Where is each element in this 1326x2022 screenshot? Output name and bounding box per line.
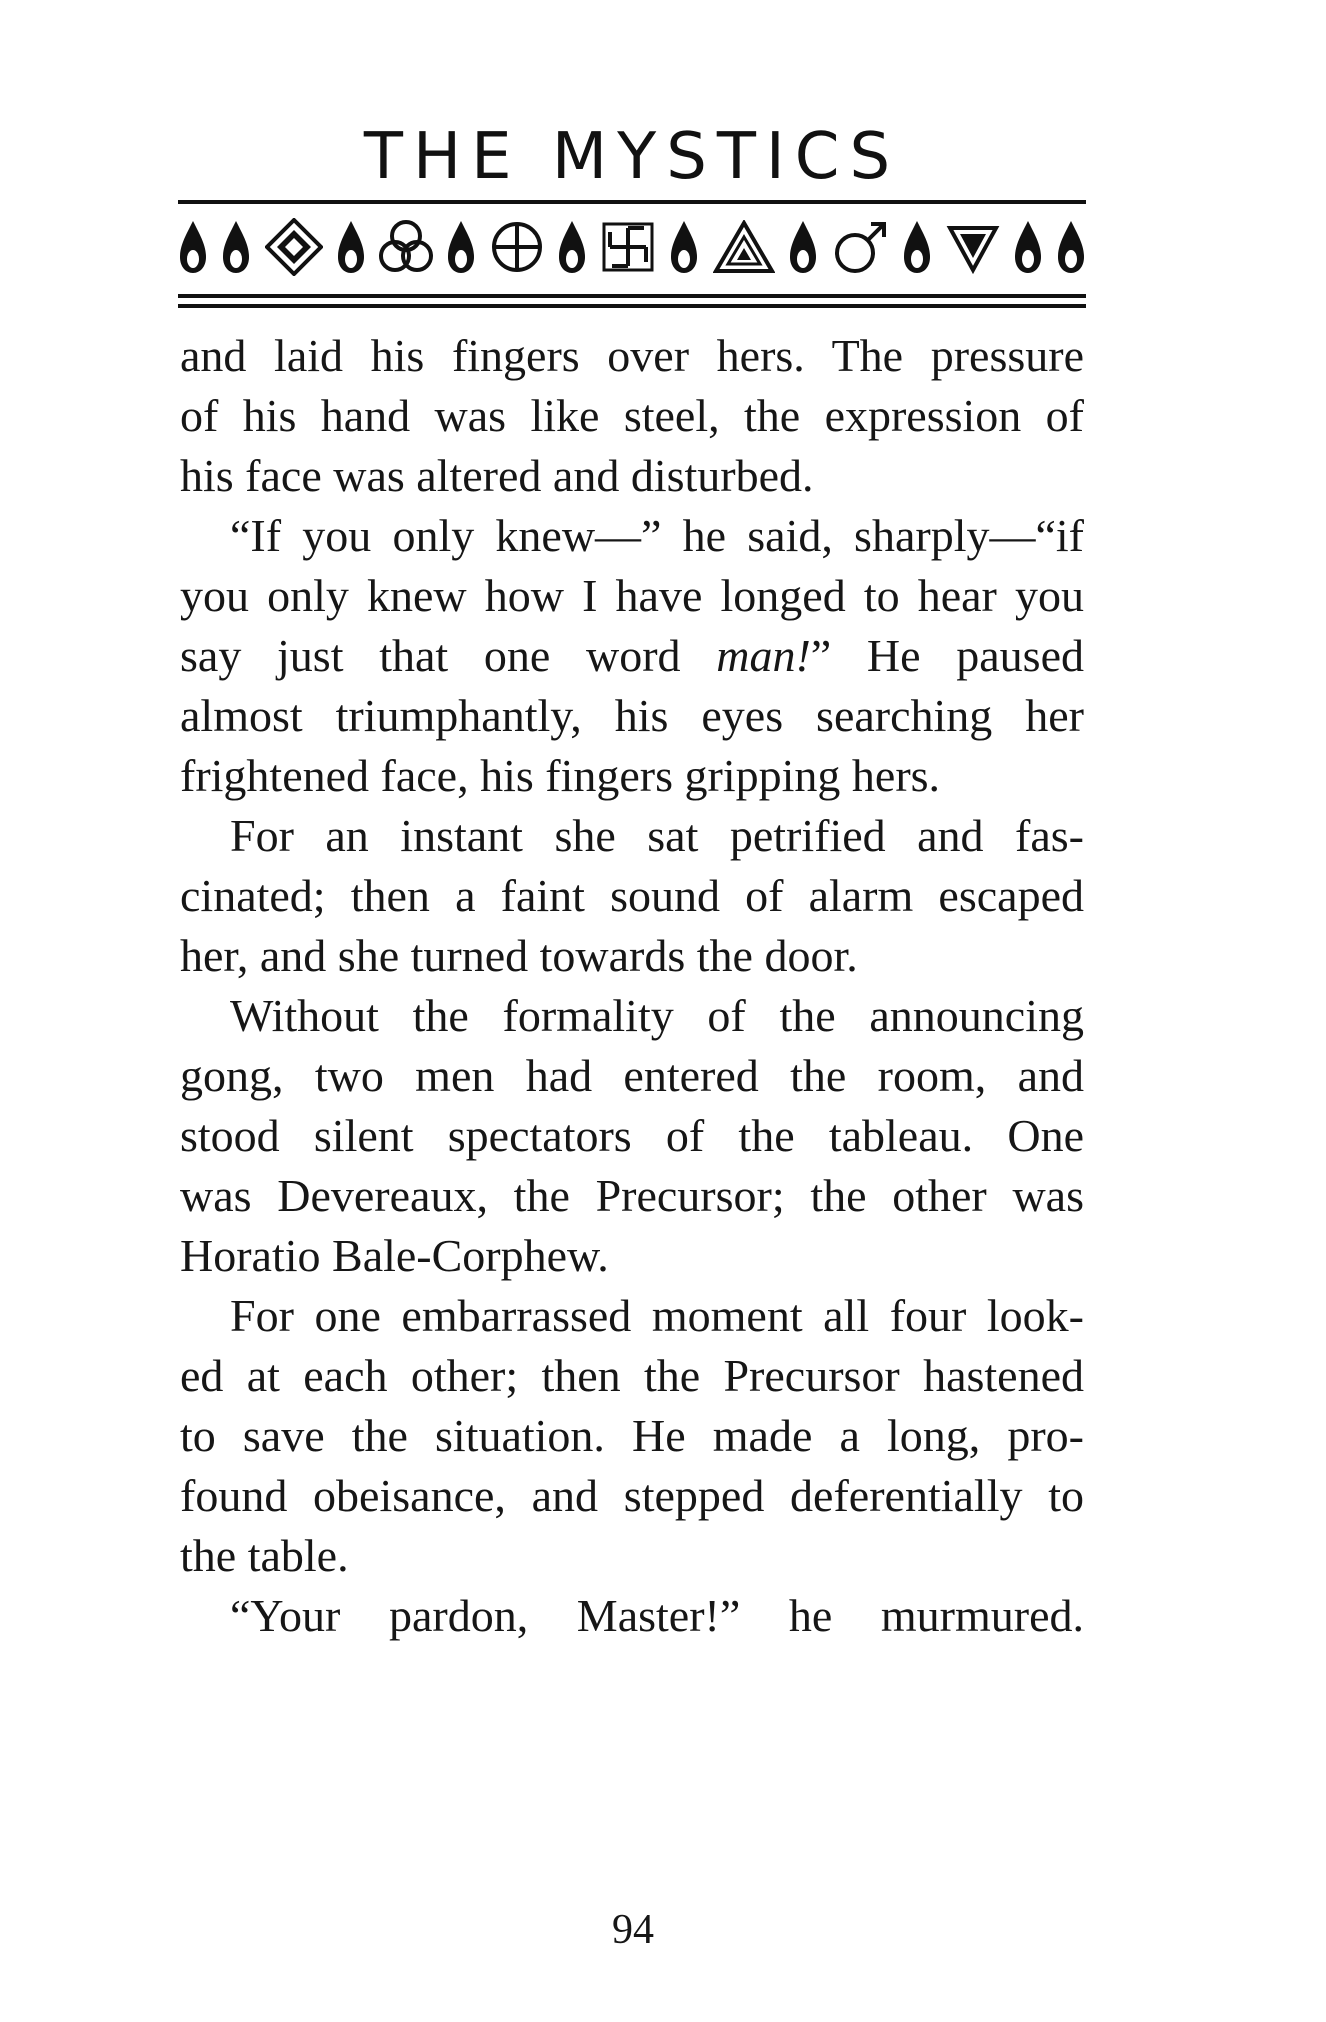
text-line: “If you only knew—” he said, sharply—“if [230,510,1084,561]
text-line: of his hand was like steel, the expression of [180,390,1084,441]
flame-icon [221,212,251,282]
trefoil-knot-icon [379,212,433,282]
text-line: For one embarrassed moment all four look- [230,1290,1084,1341]
text-line: you only knew how I have longed to hear you [180,570,1084,621]
flame-icon [902,212,932,282]
text-line: For an instant she sat petrified and fas- [230,810,1084,861]
text-line: his face was altered and disturbed. [180,450,814,501]
flame-icon [557,212,587,282]
text-line: cinated; then a faint sound of alarm escaped [180,870,1084,921]
swastika-grid-icon [600,212,656,282]
text-line: was Devereaux, the Precursor; the other was [180,1170,1084,1221]
flame-icon [178,212,208,282]
text-line: “Your pardon, Master!” he murmured. [230,1590,1084,1641]
text-line: her, and she turned towards the door. [180,930,858,981]
running-head: THE MYSTICS [363,120,901,194]
header-rule-bottom-double [178,304,1086,308]
flame-icon [1056,212,1086,282]
circle-cross-icon [490,212,544,282]
diamond-icon [265,212,323,282]
text-line: found obeisance, and stepped deferentially to [180,1470,1084,1521]
text-line: frightened face, his fingers gripping hers. [180,750,941,801]
flame-icon [336,212,366,282]
text-line: Without the formality of the announcing [230,990,1084,1041]
text-line: almost triumphantly, his eyes searching her [180,690,1084,741]
triangle-icon [713,212,775,282]
flame-icon [446,212,476,282]
text-line: say just that one word man!” He paused [180,630,1084,681]
text-line: and laid his fingers over hers. The pressure [180,330,1084,381]
shield-icon [946,212,1000,282]
ornament-band [178,212,1086,282]
mars-icon [831,212,889,282]
header-rule-top [178,200,1086,204]
body-text [180,326,1084,1646]
page-number: 94 [612,1907,654,1953]
text-line: Horatio Bale-Corphew. [180,1230,609,1281]
text-line: stood silent spectators of the tableau. One [180,1110,1084,1161]
header-rule-bottom [178,294,1086,298]
text-line: the table. [180,1530,349,1581]
text-line: gong, two men had entered the room, and [180,1050,1084,1101]
flame-icon [788,212,818,282]
text-line: to save the situation. He made a long, pro- [180,1410,1084,1461]
text-line: ed at each other; then the Precursor hastened [180,1350,1084,1401]
emphasis: man! [716,630,811,681]
flame-icon [1013,212,1043,282]
flame-icon [669,212,699,282]
